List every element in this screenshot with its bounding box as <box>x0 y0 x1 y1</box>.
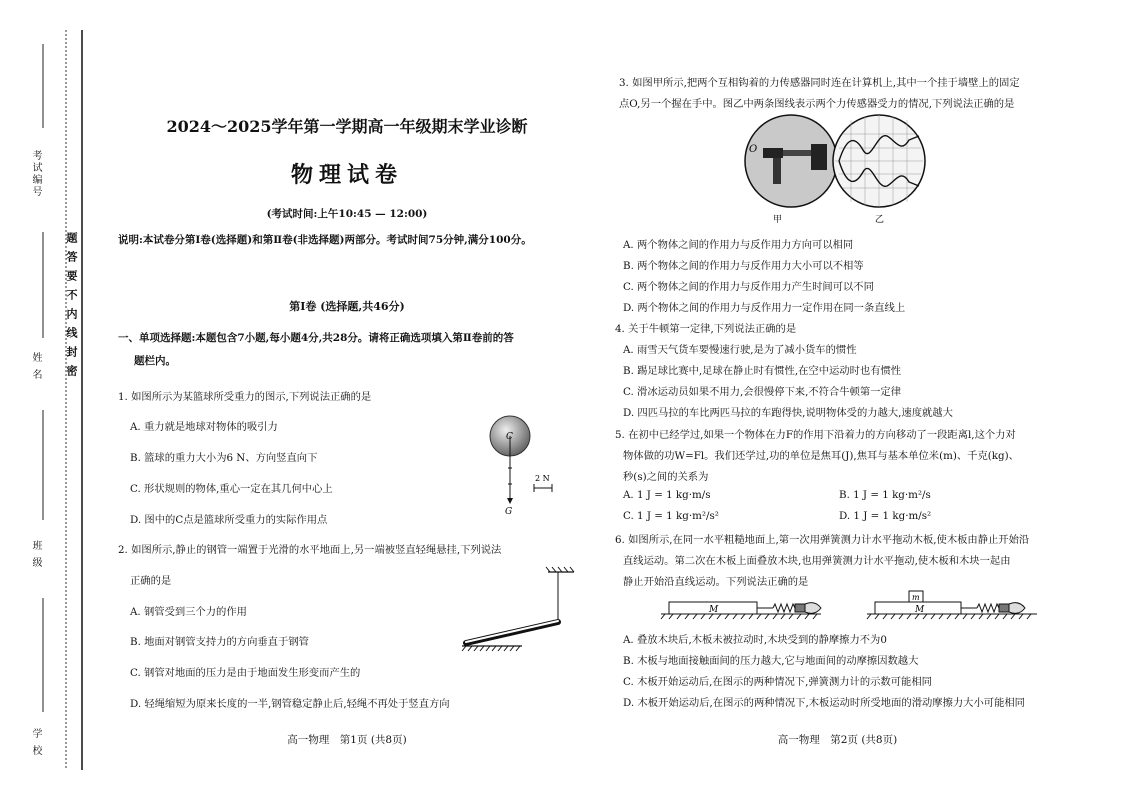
q1-option-b: B. 篮球的重力大小为6 N、方向竖直向下 <box>130 452 318 464</box>
q5-stem-line3: 秒(s)之间的关系为 <box>623 471 709 483</box>
q2-stem-line1: 2. 如图所示,静止的钢管一端置于光滑的水平地面上,另一端被竖直轻绳悬挂,下列说法 <box>118 544 502 556</box>
q4-option-c: C. 滑冰运动员如果不用力,会很慢停下来,不符合牛顿第一定律 <box>623 386 902 398</box>
section-1-heading-line1: 一、单项选择题:本题包含7小题,每小题4分,共28分。请将正确选项填入第Ⅱ卷前的答 <box>118 332 514 344</box>
q6-option-a: A. 叠放木块后,木板未被拉动时,木块受到的静摩擦力不为0 <box>623 634 887 646</box>
fig-label-yi: 乙 <box>875 215 885 225</box>
q6-option-d: D. 木板开始运动后,在图示的两种情况下,木板运动时所受地面的滑动摩擦力大小可能相同 <box>623 697 1025 709</box>
name-label: 姓 名 <box>30 352 41 382</box>
q3-option-d: D. 两个物体之间的作用力与反作用力一定作用在同一条直线上 <box>623 302 906 314</box>
fig-label-g: G <box>505 507 513 517</box>
q6-stem-line2: 直线运动。第二次在木板上面叠放木块,也用弹簧测力计水平拖动,使木板和木块一起由 <box>623 555 1011 567</box>
school-label: 学 校 <box>30 728 41 758</box>
page-2-footer: 高一物理 第2页 (共8页) <box>777 734 898 746</box>
fig-block-label: m <box>912 593 920 602</box>
fig-label-jia: 甲 <box>773 215 783 225</box>
q1-stem: 1. 如图所示为某篮球所受重力的图示,下列说法正确的是 <box>118 391 372 403</box>
hand-1 <box>805 603 821 614</box>
page-1-footer: 高一物理 第1页 (共8页) <box>287 734 407 746</box>
q2-stem-line2: 正确的是 <box>130 575 172 587</box>
q5-option-d: D. 1 J = 1 kg·m/s² <box>839 510 932 522</box>
q3-option-a: A. 两个物体之间的作用力与反作用力方向可以相同 <box>623 239 854 251</box>
q4-option-b: B. 踢足球比赛中,足球在静止时有惯性,在空中运动时也有惯性 <box>623 365 902 377</box>
part-1-heading: 第Ⅰ卷 (选择题,共46分) <box>289 300 405 313</box>
q3-stem-line1: 3. 如图甲所示,把两个互相钩着的力传感器同时连在计算机上,其中一个挂于墙壁上的固定 <box>619 77 1020 89</box>
fig-point-o: O <box>749 144 758 155</box>
class-label: 班 级 <box>30 540 41 570</box>
fig-board-label-2: M <box>915 605 925 615</box>
spring-2 <box>977 604 999 612</box>
basketball-figure <box>488 410 578 520</box>
q6-stem-line3: 静止开始沿直线运动。下列说法正确的是 <box>623 576 809 588</box>
exam-time: (考试时间:上午10:45 — 12:00) <box>266 208 428 220</box>
q5-option-a: A. 1 J = 1 kg·m/s <box>623 489 711 501</box>
spring-scale-figure <box>661 588 1061 622</box>
q6-option-b: B. 木板与地面接触面间的压力越大,它与地面间的动摩擦因数越大 <box>623 655 919 667</box>
q5-option-b: B. 1 J = 1 kg·m²/s <box>839 489 931 501</box>
q4-option-d: D. 四匹马拉的车比两匹马拉的车跑得快,说明物体受的力越大,速度就越大 <box>623 407 953 419</box>
q3-stem-line2: 点O,另一个握在手中。图乙中两条图线表示两个力传感器受力的情况,下列说法正确的是 <box>619 98 1015 110</box>
page-2 <box>615 0 1060 794</box>
q4-option-a: A. 雨雪天气货车要慢速行驶,是为了减小货车的惯性 <box>623 344 857 356</box>
q1-option-c: C. 形状规则的物体,重心一定在其几何中心上 <box>130 483 333 495</box>
q1-option-d: D. 图中的C点是篮球所受重力的实际作用点 <box>130 514 328 526</box>
q5-stem-line2: 物体做的功W=Fl。我们还学过,功的单位是焦耳(J),焦耳与基本单位米(m)、千克(kg)、 <box>623 450 1019 462</box>
force-sensor-figure <box>743 114 929 224</box>
exam-title: 2024～2025学年第一学期高一年级期末学业诊断 <box>166 117 528 136</box>
q4-stem: 4. 关于牛顿第一定律,下列说法正确的是 <box>615 323 797 335</box>
fig-point-c: C <box>506 432 513 442</box>
fig-scale: 2 N <box>535 474 550 483</box>
exam-note: 说明:本试卷分第Ⅰ卷(选择题)和第Ⅱ卷(非选择题)两部分。考试时间75分钟,满分100分。 <box>118 234 532 246</box>
arrowhead-icon <box>507 498 513 504</box>
binding-margin <box>0 0 92 794</box>
q1-option-a: A. 重力就是地球对物体的吸引力 <box>130 421 278 433</box>
q5-option-c: C. 1 J = 1 kg·m²/s² <box>623 510 719 522</box>
page-1 <box>112 0 582 794</box>
q2-option-a: A. 钢管受到三个力的作用 <box>130 606 247 618</box>
q2-option-b: B. 地面对钢管支持力的方向垂直于钢管 <box>130 636 309 648</box>
q5-stem-line1: 5. 在初中已经学过,如果一个物体在力F的作用下沿着力的方向移动了一段距离l,这个力对 <box>615 429 1016 441</box>
q2-option-d: D. 轻绳缩短为原来长度的一半,钢管稳定静止后,轻绳不再处于竖直方向 <box>130 698 450 710</box>
q2-option-c: C. 钢管对地面的压力是由于地面发生形变而产生的 <box>130 667 361 679</box>
q3-option-c: C. 两个物体之间的作用力与反作用力产生时间可以不同 <box>623 281 874 293</box>
subject-title: 物理试卷 <box>290 162 403 188</box>
hand-2 <box>1009 603 1025 614</box>
fig-board-label-1: M <box>709 605 719 615</box>
q3-option-b: B. 两个物体之间的作用力与反作用力大小可以不相等 <box>623 260 864 272</box>
section-1-heading-line2: 题栏内。 <box>134 355 176 367</box>
q6-stem-line1: 6. 如图所示,在同一水平粗糙地面上,第一次用弹簧测力计水平拖动木板,使木板由静止开始沿 <box>615 534 1030 546</box>
margin-lines <box>0 0 92 794</box>
exam-number-label: 考试编号 <box>30 150 41 198</box>
steel-pipe-figure <box>462 566 577 656</box>
spring-1 <box>773 604 795 612</box>
q6-option-c: C. 木板开始运动后,在图示的两种情况下,弹簧测力计的示数可能相同 <box>623 676 932 688</box>
seal-line-text: 题答要不内线封密 <box>65 232 78 384</box>
